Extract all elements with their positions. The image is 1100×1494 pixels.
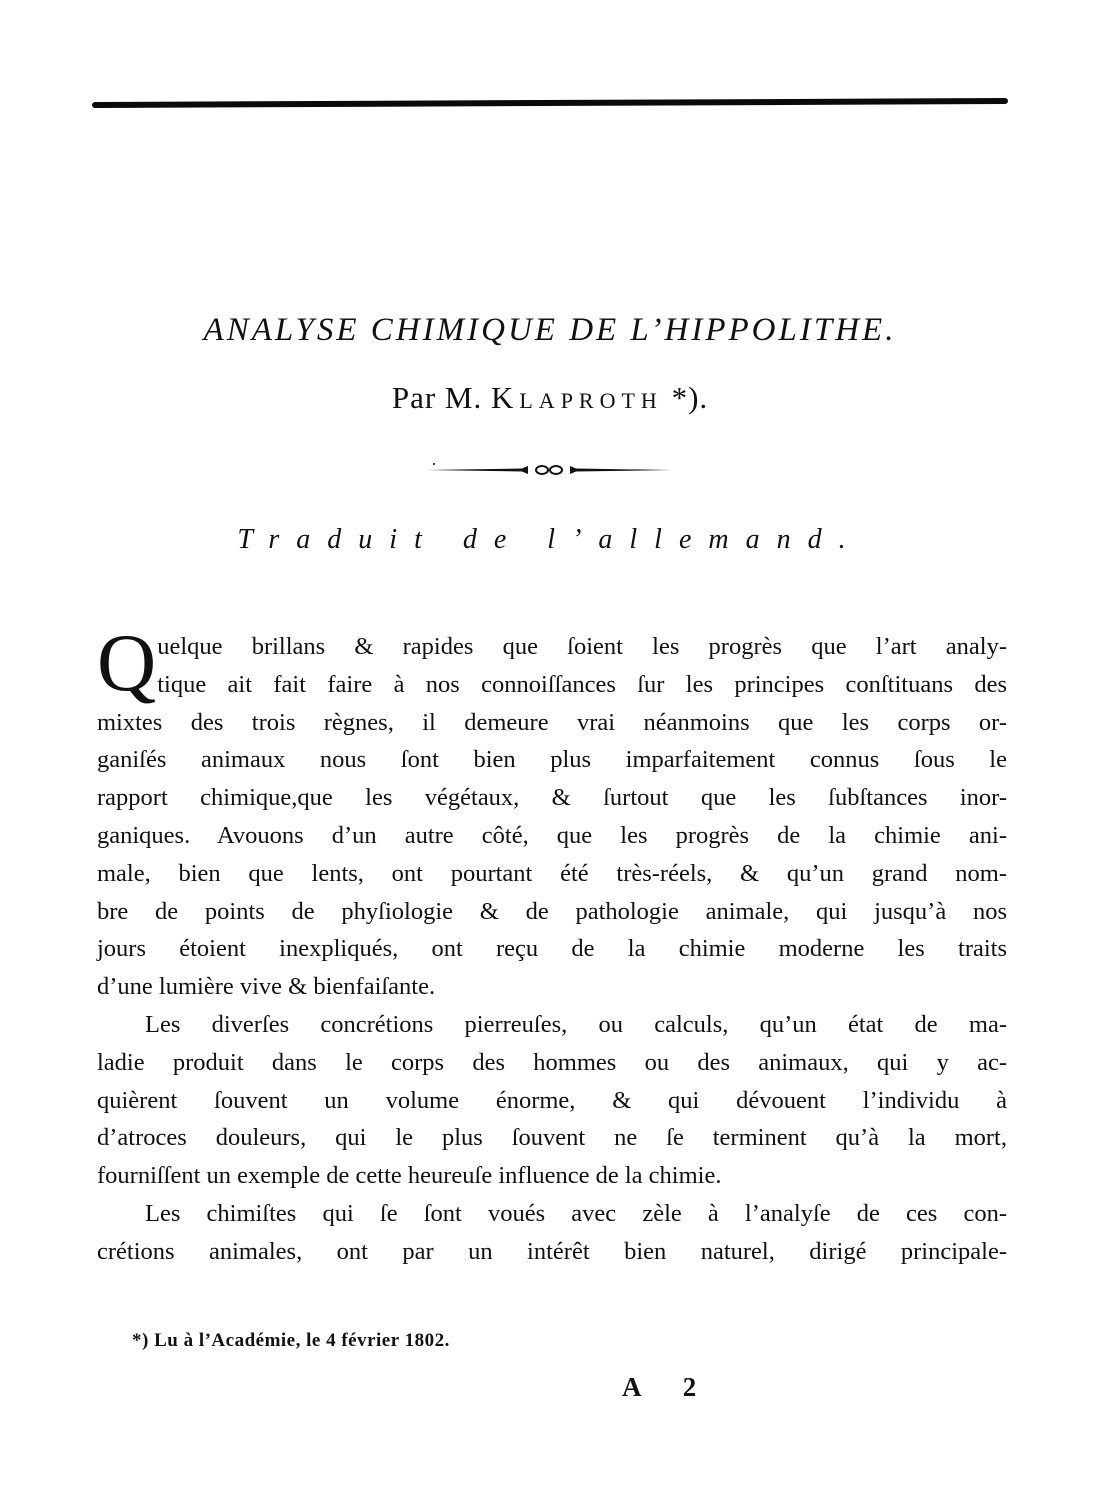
text-line: bre de points de phyſiologie & de pathologie animale, qui jusqu’à nos: [97, 897, 1007, 925]
footnote: *) Lu à l’Académie, le 4 février 1802.: [132, 1330, 450, 1351]
author-line: [80, 380, 1020, 416]
text-line: mixtes des trois règnes, il demeure vrai néanmoins que les corps or-: [97, 708, 1007, 736]
text-line: male, bien que lents, ont pourtant été très-réels, & qu’un grand nom-: [97, 859, 1007, 887]
text-line: Les diverſes concrétions pierreuſes, ou calculs, qu’un état de ma-: [145, 1010, 1007, 1038]
text-line: d’une lumière vive & bienfaiſante.: [97, 973, 436, 1001]
author-prefix: Par M.: [391, 380, 483, 415]
translation-note: Traduit de l’allemand.: [237, 524, 863, 555]
drop-cap: Q: [97, 617, 157, 708]
article-title: ANALYSE CHIMIQUE DE L’HIPPOLITHE.: [203, 312, 897, 348]
text-line: ganiques. Avouons d’un autre côté, que les progrès de la chimie ani-: [97, 821, 1007, 849]
header-rule: [92, 98, 1008, 108]
text-line: d’atroces douleurs, qui le plus ſouvent ne ſe terminent qu’à la mort,: [97, 1124, 1007, 1152]
text-line: crétions animales, ont par un intérêt bien naturel, dirigé principale-: [97, 1237, 1007, 1265]
author-name: Klaproth: [490, 380, 663, 415]
text-line: Les chimiſtes qui ſe ſont voués avec zèle à l’analyſe de ces con-: [145, 1199, 1007, 1227]
text-line: fourniſſent un exemple de cette heureuſe influence de la chimie.: [97, 1162, 722, 1190]
footnote-mark: *).: [671, 380, 709, 415]
article-body: [97, 617, 1007, 1271]
paragraph-1: [97, 617, 1007, 1006]
paragraph-2: [97, 1006, 1007, 1195]
text-line: tique ait fait faire à nos connoiſſances ſur les principes conſtituans des: [157, 670, 1007, 698]
ornamental-divider-icon: [424, 462, 674, 478]
text-line: ladie produit dans le corps des hommes ou des animaux, qui y ac-: [97, 1048, 1007, 1076]
text-line: quièrent ſouvent un volume énorme, & qui dévouent l’individu à: [97, 1086, 1007, 1114]
signature-mark: A 2: [622, 1372, 715, 1402]
text-line: uelque brillans & rapides que ſoient les progrès que l’art analy-: [157, 633, 1007, 660]
paragraph-3: [97, 1195, 1007, 1271]
text-line: ganiſés animaux nous ſont bien plus imparfaitement connus ſous le: [97, 746, 1007, 774]
text-line: rapport chimique,que les végétaux, & ſurtout que les ſubſtances inor-: [97, 784, 1007, 812]
text-line: jours étoient inexpliqués, ont reçu de la chimie moderne les traits: [97, 935, 1007, 963]
